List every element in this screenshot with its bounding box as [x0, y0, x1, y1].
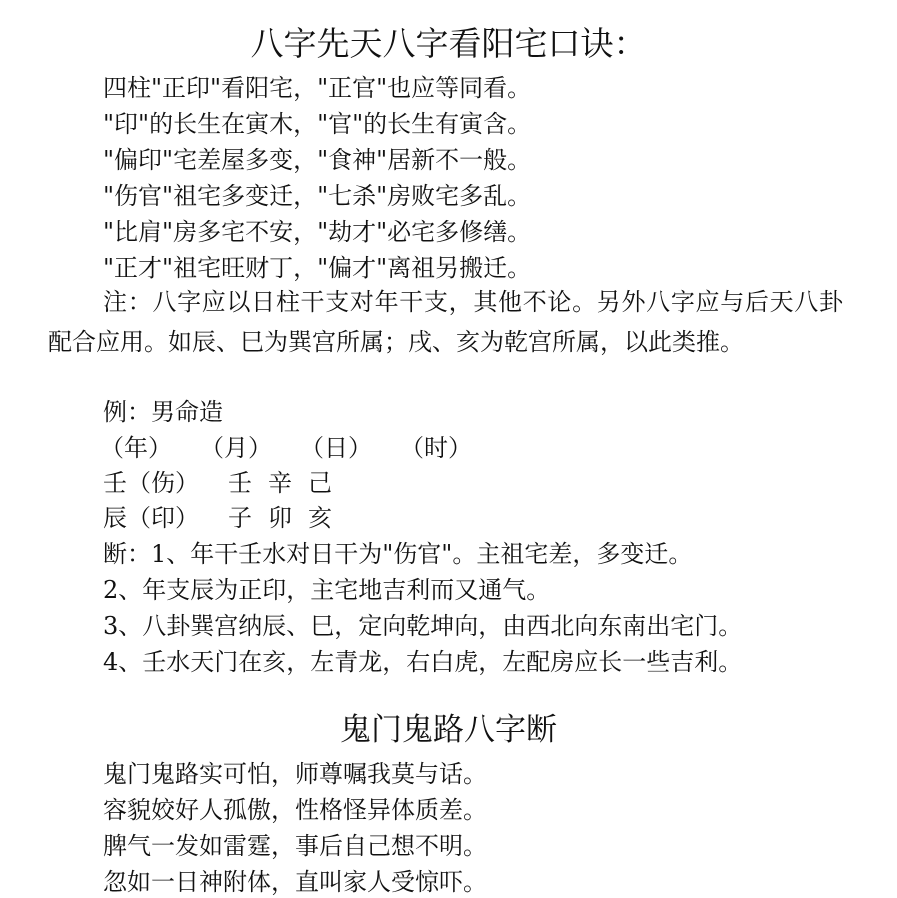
branch-hour: 亥	[308, 504, 332, 532]
example-label: 例：男命造	[103, 398, 223, 426]
pillar-header-month: （月）	[200, 434, 272, 462]
earthly-branches-row	[103, 502, 332, 534]
judgment-line: 4、壬水天门在亥，左青龙，右白虎，左配房应长一些吉利。	[103, 648, 743, 676]
verse-line: "正才"祖宅旺财丁，"偏才"离祖另搬迁。	[103, 254, 532, 282]
pillar-header-year: （年）	[100, 434, 172, 462]
branch-month: 子	[228, 504, 252, 532]
section2-title: 鬼门鬼路八字断	[340, 712, 557, 748]
pillar-headers	[100, 432, 472, 464]
verse-line: "比肩"房多宅不安，"劫才"必宅多修缮。	[103, 218, 532, 246]
section1-title: 八字先天八字看阳宅口诀：	[250, 24, 647, 63]
branch-day: 卯	[268, 504, 292, 532]
pillar-header-day: （日）	[300, 434, 372, 462]
verse-line: "偏印"宅差屋多变，"食神"居新不一般。	[103, 146, 532, 174]
judgment-line: 2、年支辰为正印，主宅地吉利而又通气。	[103, 576, 551, 604]
note-paragraph: 注：八字应以日柱干支对年干支，其他不论。另外八字应与后天八卦配合应用。如辰、巳为巽宫所属；戌、亥为乾宫所属，以此类推。	[48, 288, 843, 356]
verse-line: "伤官"祖宅多变迁，"七杀"房败宅多乱。	[103, 182, 532, 210]
verse-line: 容貌姣好人孤傲，性格怪异体质差。	[103, 796, 487, 824]
verse-line: 忽如一日神附体，直叫家人受惊吓。	[103, 868, 487, 896]
verse-line: "印"的长生在寅木，"官"的长生有寅含。	[103, 110, 532, 138]
pillar-header-hour: （时）	[400, 434, 472, 462]
verse-line: 脾气一发如雷霆，事后自己想不明。	[103, 832, 487, 860]
judgment-line: 3、八卦巽宫纳辰、巳，定向乾坤向，由西北向东南出宅门。	[103, 612, 743, 640]
stem-year: 壬（伤）	[103, 469, 199, 497]
verse-line: 鬼门鬼路实可怕，师尊嘱我莫与话。	[103, 760, 487, 788]
stem-day: 辛	[268, 469, 292, 497]
judgment-line: 断：1、年干壬水对日干为"伤官"。主祖宅差，多变迁。	[103, 540, 693, 568]
heavenly-stems-row	[103, 467, 332, 499]
verse-line: 四柱"正印"看阳宅，"正官"也应等同看。	[103, 74, 532, 102]
stem-hour: 己	[308, 469, 332, 497]
stem-month: 壬	[228, 469, 252, 497]
branch-year: 辰（印）	[103, 504, 199, 532]
